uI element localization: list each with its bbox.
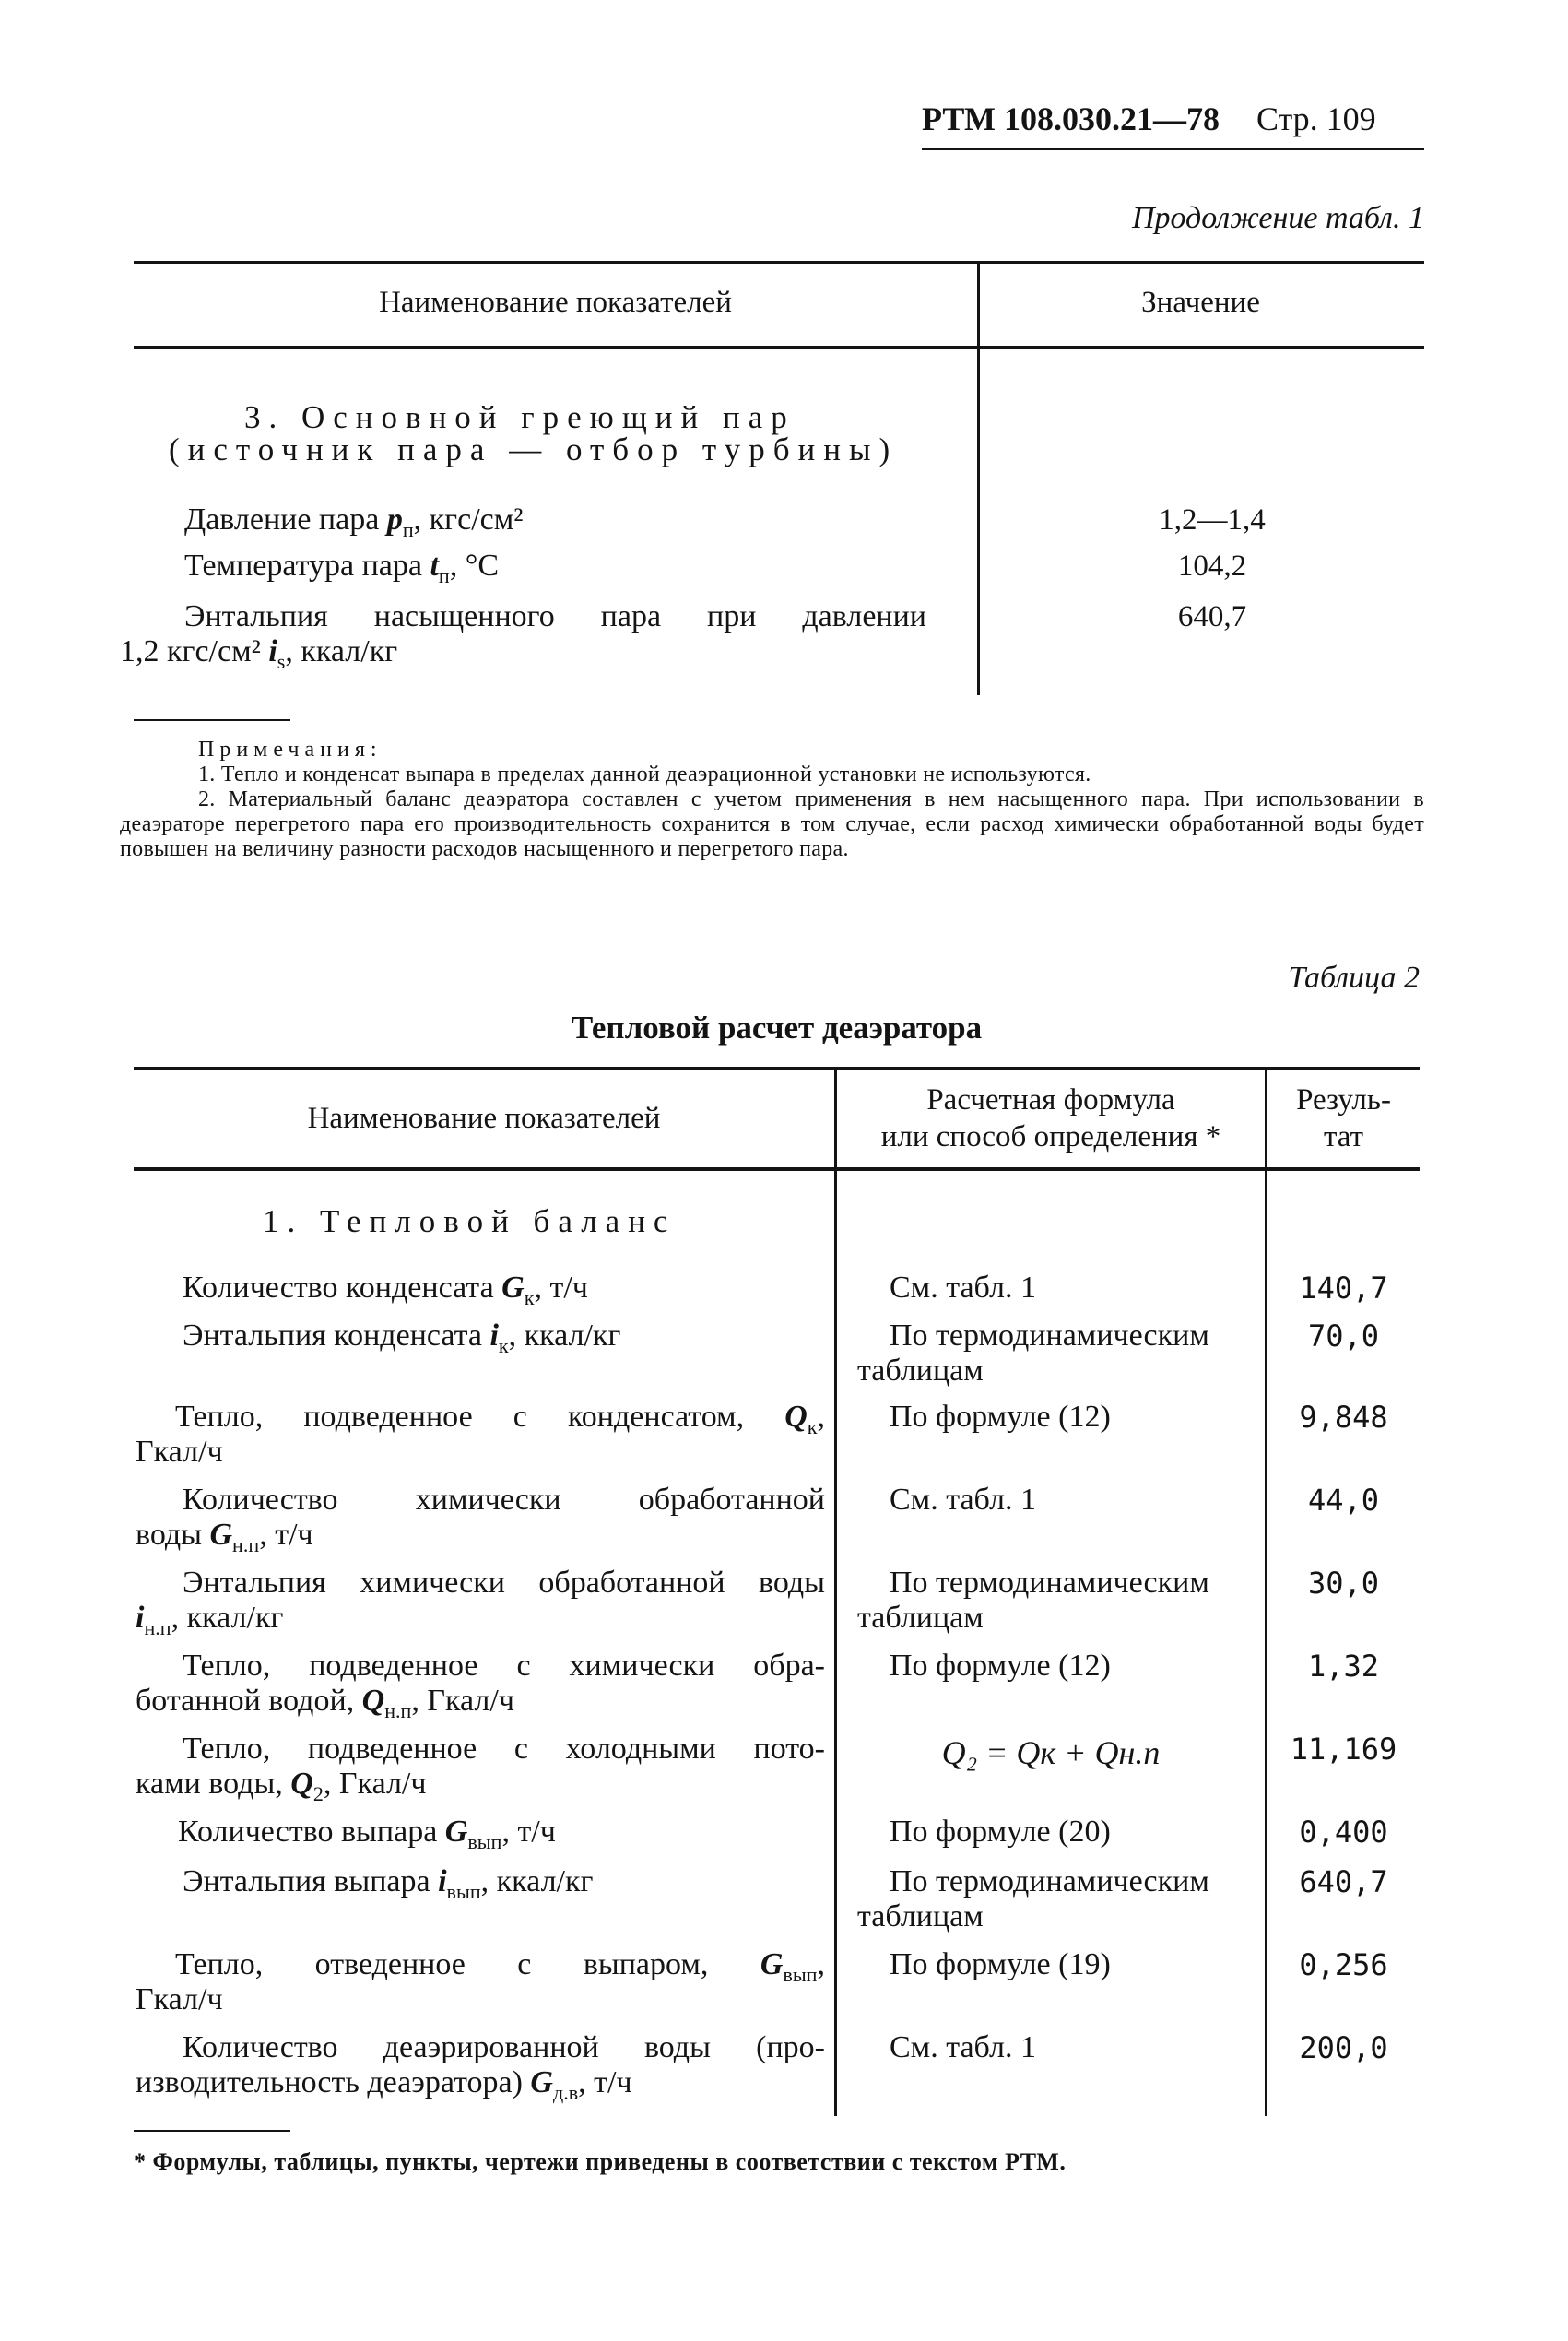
notes-rule [134, 719, 290, 721]
table1-value: 104,2 [1177, 550, 1247, 583]
table2-formula: По формуле (20) [890, 1815, 1111, 1849]
table2-row-cont: Гкал/ч [136, 1435, 223, 1469]
table1-caption: Продолжение табл. 1 [1131, 201, 1424, 235]
table2-row: Тепло, подведенное с конденсатом, $Q_к$, [175, 1400, 826, 1438]
page-number: Стр. 109 [1256, 100, 1376, 137]
table2-top-rule [134, 1067, 1420, 1070]
table2-footnote: * Формулы, таблицы, пункты, чертежи приведены в соответствии с текстом РТМ. [134, 2148, 1067, 2175]
table2-formula: По формуле (19) [890, 1947, 1111, 1981]
table1-col-name-header: Наименование показателей [379, 286, 732, 319]
table2-formula-expression: Q₂ = Qк + Qн.п [941, 1734, 1161, 1771]
table2-column-divider [834, 1070, 837, 2116]
table2-row: Количество химически обработанной [183, 1483, 825, 1517]
table2-header-rule [134, 1167, 1420, 1171]
table2-result: 11,169 [1290, 1732, 1397, 1767]
table2-row: Энтальпия конденсата $i_к$, ккал/кг [183, 1318, 621, 1357]
table2-row: Количество конденсата $G_к$, т/ч [183, 1271, 588, 1309]
table1-value: 1,2—1,4 [1159, 503, 1266, 537]
table2-result: 44,0 [1307, 1483, 1380, 1518]
table2-row-cont: ботанной водой, $Q_{н.п}$, Гкал/ч [136, 1684, 514, 1722]
table2-result: 0,400 [1299, 1815, 1388, 1850]
table1-column-divider [977, 264, 980, 695]
table1-row-cont: 1,2 кгс/см² $i_s$, ккал/кг [120, 634, 398, 673]
table1-row: Давление пара $p_п$, кгс/см² [184, 502, 524, 541]
table2-row: Тепло, отведенное с выпаром, $G_{вып}$, [175, 1947, 826, 1986]
table1-row: Энтальпия насыщенного пара при давлении [184, 599, 926, 633]
table1-top-rule [134, 261, 1424, 264]
table2-row: Количество выпара $G_{вып}$, т/ч [178, 1815, 556, 1853]
table2-row: Энтальпия химически обработанной воды [183, 1566, 825, 1600]
table2-row-cont: изводительность деаэратора) $G_{д.в}$, т/ч [136, 2065, 632, 2104]
row-label: Температура пара [184, 549, 422, 583]
table2-caption: Таблица 2 [1288, 961, 1420, 995]
table2-result: 200,0 [1299, 2030, 1388, 2065]
footnote-rule [134, 2130, 290, 2132]
note-item: 1. Тепло и конденсат выпара в пределах данной деаэрационной установки не используются. [198, 763, 1091, 786]
table2-formula: См. табл. 1 [890, 1483, 1036, 1517]
table2-formula: По формуле (12) [890, 1400, 1111, 1434]
page-header [922, 100, 1376, 138]
table2-row: Количество деаэрированной воды (про- [183, 2030, 825, 2064]
table2-result: 640,7 [1299, 1864, 1388, 1899]
table1-section-subtitle: (источник пара — отбор турбины) [169, 432, 899, 467]
table2-row-cont: ками воды, $Q_2$, Гкал/ч [136, 1767, 427, 1805]
table2-formula: По формуле (12) [890, 1649, 1111, 1683]
table2-result: 0,256 [1299, 1947, 1388, 1982]
table2-row-cont: Гкал/ч [136, 1982, 223, 2016]
table2-result: 1,32 [1307, 1649, 1380, 1684]
table2-formula: По термодинамическим таблицам [857, 1318, 1209, 1388]
table1-value: 640,7 [1177, 600, 1247, 633]
table2-formula: См. табл. 1 [890, 1271, 1036, 1305]
table2-result: 140,7 [1299, 1271, 1388, 1306]
table2-section-title: 1. Тепловой баланс [263, 1203, 677, 1239]
table1-row: Температура пара $t_п$, °C [184, 549, 500, 587]
table2-col-result-header: Резуль- тат [1296, 1083, 1391, 1153]
table2-row: Тепло, подведенное с холодными пото- [183, 1732, 825, 1766]
table2-formula: См. табл. 1 [890, 2030, 1036, 2064]
notes [120, 738, 1424, 862]
table2-row-cont: $i_{н.п}$, ккал/кг [136, 1601, 284, 1639]
table2-row: Энтальпия выпара $i_{вып}$, ккал/кг [183, 1864, 594, 1903]
table2-col-formula-header: Расчетная формула или способ определения * [880, 1083, 1221, 1153]
table2-formula: По термодинамическим таблицам [857, 1566, 1209, 1635]
table2-result: 9,848 [1299, 1400, 1388, 1435]
note-item: 2. Материальный баланс деаэратора составлен с учетом применения в нем насыщенного пара. При использовании в деаэраторе перегретого пара его производительность сохранится в том случае, если расход химически обработанной воды будет повышен на величину разности расходов насыщенного и перегретого пара. [120, 787, 1424, 861]
table2-formula: По термодинамическим таблицам [857, 1864, 1209, 1933]
table2-row-cont: воды $G_{н.п}$, т/ч [136, 1518, 313, 1556]
table1-section-title: 3. Основной греющий пар [244, 399, 796, 435]
table2-result: 70,0 [1307, 1318, 1380, 1354]
table2-title: Тепловой расчет деаэратора [571, 1010, 983, 1046]
header-rule [922, 148, 1424, 150]
row-label: Давление пара [184, 502, 380, 537]
table2-row: Тепло, подведенное с химически обра- [183, 1649, 825, 1683]
notes-title: Примечания: [198, 738, 383, 762]
table1-header-rule [134, 346, 1424, 349]
table2-result: 30,0 [1307, 1566, 1380, 1601]
document-code: РТМ 108.030.21—78 [922, 100, 1220, 137]
table2-col-name-header: Наименование показателей [307, 1102, 661, 1135]
table1-col-value-header: Значение [1141, 286, 1260, 319]
